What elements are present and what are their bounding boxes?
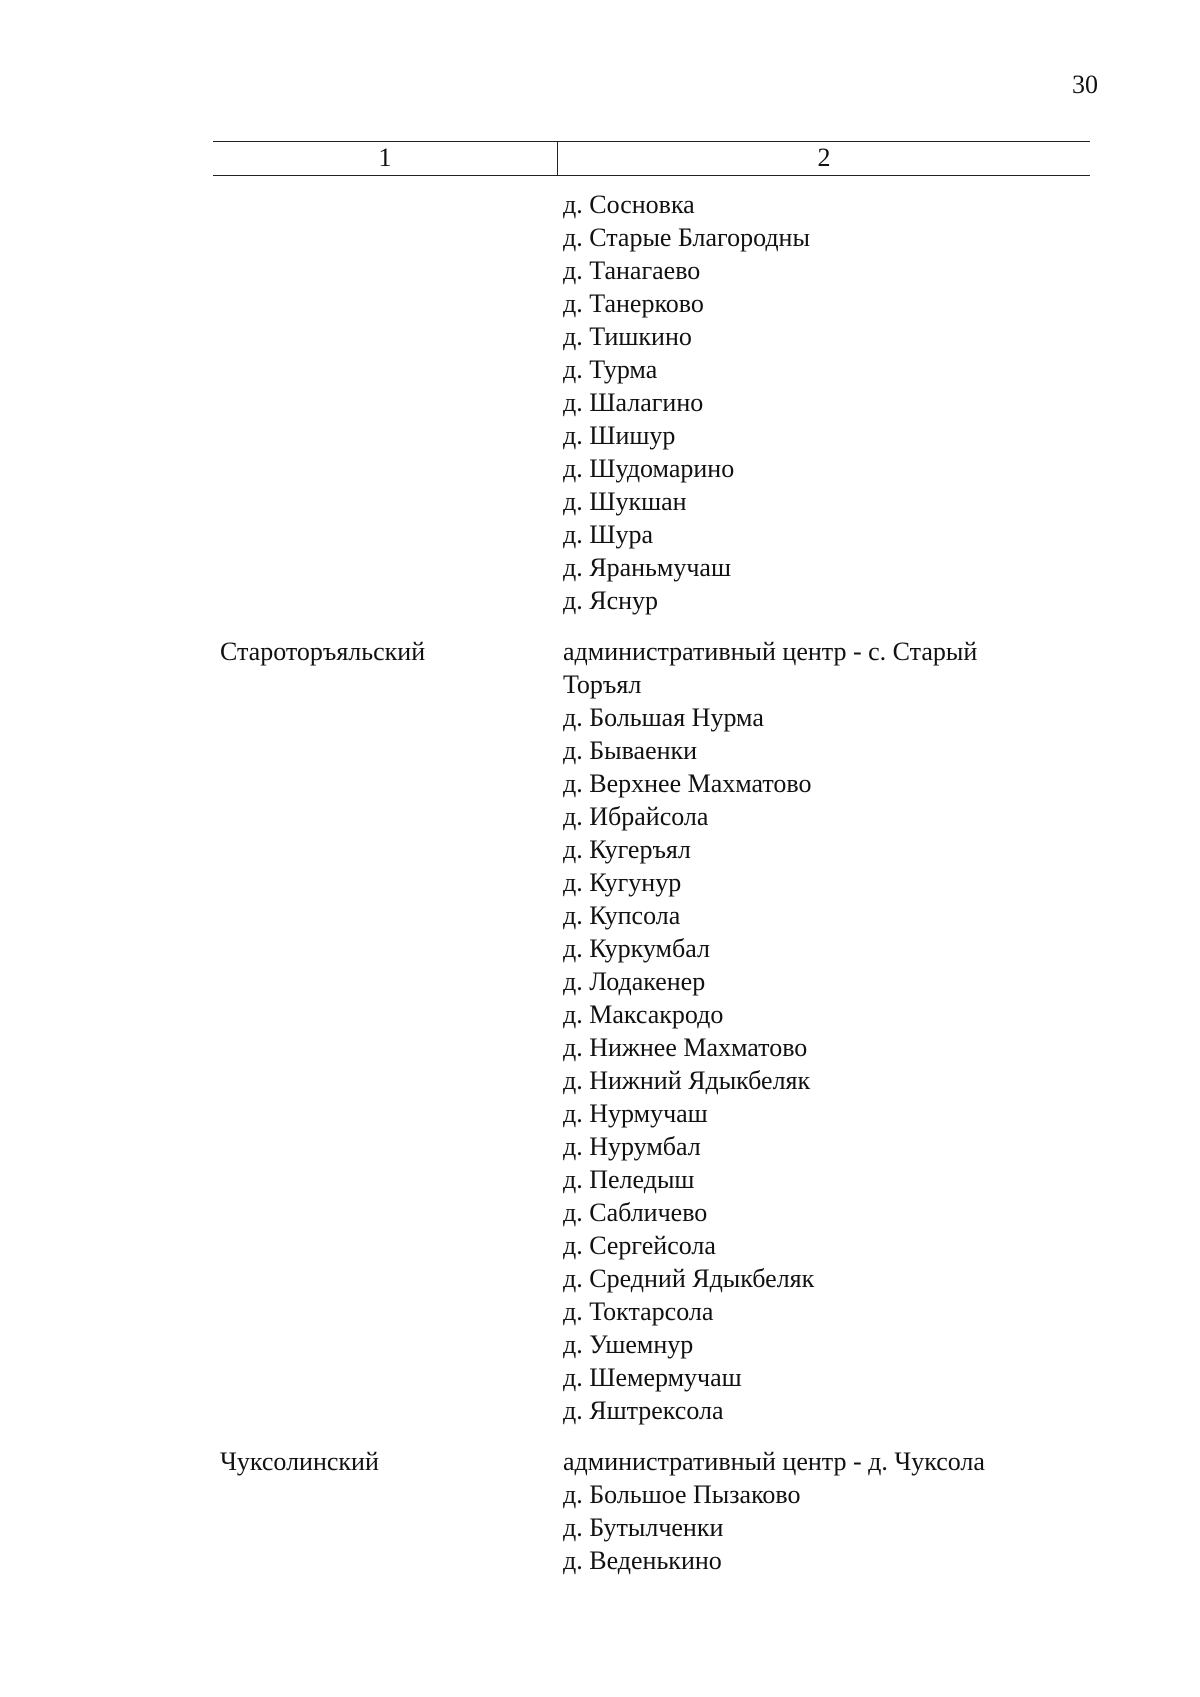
settlement-item: д. Большая Нурма <box>563 703 764 732</box>
district-name: Староторъяльский <box>220 637 426 666</box>
settlement-item: д. Нурумбал <box>563 1132 701 1161</box>
settlement-item: д. Шудомарино <box>563 454 735 483</box>
settlement-list <box>563 635 1033 1427</box>
settlement-item: д. Верхнее Махматово <box>563 769 812 798</box>
settlement-item: д. Ибрайсола <box>563 802 709 831</box>
settlement-item: д. Танагаево <box>563 256 701 285</box>
settlement-item: д. Пеледыш <box>563 1165 695 1194</box>
settlement-item: д. Шукшан <box>563 487 687 516</box>
settlement-item: д. Нижний Ядыкбеляк <box>563 1066 811 1095</box>
settlement-item: д. Шура <box>563 520 653 549</box>
district-row <box>0 635 1200 1427</box>
settlement-item: д. Сосновка <box>563 190 695 219</box>
settlement-item: д. Токтарсола <box>563 1297 714 1326</box>
column-2-number: 2 <box>817 143 831 172</box>
settlement-item: д. Ушемнур <box>563 1330 694 1359</box>
settlement-item: д. Шемермучаш <box>563 1363 742 1392</box>
district-name: Чуксолинский <box>220 1447 379 1476</box>
settlement-item: д. Танерково <box>563 289 704 318</box>
settlement-item: д. Купсола <box>563 901 681 930</box>
table-header <box>213 140 1090 176</box>
settlement-item: д. Большое Пызаково <box>563 1480 801 1509</box>
settlement-item: д. Сергейсола <box>563 1231 716 1260</box>
settlement-item: д. Кугеръял <box>563 835 691 864</box>
settlement-item: административный центр - д. Чуксола <box>563 1447 985 1476</box>
settlement-item: д. Тишкино <box>563 322 692 351</box>
settlement-item: д. Максакродо <box>563 1000 724 1029</box>
settlement-item: д. Кугунур <box>563 868 682 897</box>
settlement-item: д. Шишур <box>563 421 676 450</box>
settlement-item: д. Веденькино <box>563 1546 722 1575</box>
settlements-table-body <box>0 188 1200 1595</box>
settlement-item: административный центр - с. Старый Торъял <box>563 637 978 699</box>
settlement-item: д. Яраньмучаш <box>563 553 731 582</box>
settlement-list <box>563 1445 1033 1577</box>
settlement-item: д. Лодакенер <box>563 967 706 996</box>
table-header-rule <box>213 175 1090 176</box>
table-top-rule <box>213 141 1090 142</box>
settlement-item: д. Яштрексола <box>563 1396 724 1425</box>
settlement-list <box>563 188 1033 617</box>
settlement-item: д. Турма <box>563 355 658 384</box>
settlement-item: д. Шалагино <box>563 388 704 417</box>
settlement-item: д. Сабличево <box>563 1198 708 1227</box>
settlement-item: д. Старые Благородны <box>563 223 810 252</box>
settlement-item: д. Средний Ядыкбеляк <box>563 1264 815 1293</box>
settlement-item: д. Бутылченки <box>563 1513 724 1542</box>
page-number: 30 <box>1072 70 1098 99</box>
settlement-item: д. Бываенки <box>563 736 698 765</box>
settlement-item: д. Яснур <box>563 586 659 615</box>
settlement-item: д. Нурмучаш <box>563 1099 708 1128</box>
district-row <box>0 188 1200 617</box>
settlement-item: д. Нижнее Махматово <box>563 1033 808 1062</box>
settlement-item: д. Куркумбал <box>563 934 710 963</box>
column-1-number: 1 <box>378 143 392 172</box>
district-row <box>0 1445 1200 1577</box>
